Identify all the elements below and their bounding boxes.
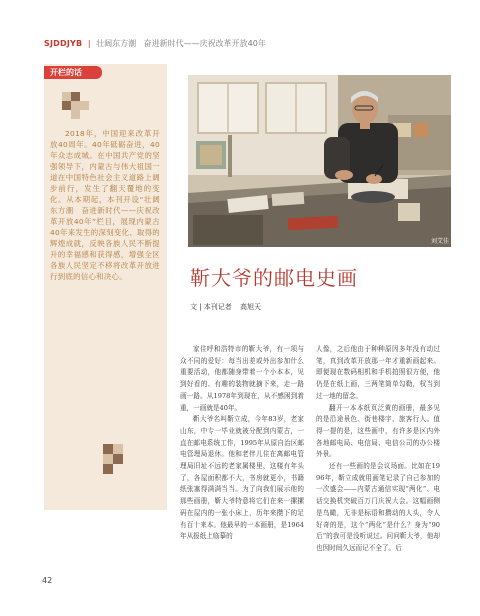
paragraph: 家住呼和浩特市的靳大爷，有一项与众不同的爱好：每当出差或外出参加什么重要活动，他都随身带着一个小本本，见到好看的、有趣的装物就摘下来，走一路画一路。从1978年到现在，从不感困到着重，一画就是40年。 [180,345,304,412]
running-header [44,38,266,49]
header-section: 壮阔东方潮 [96,39,137,48]
byline [190,302,267,312]
decor-square [113,444,123,454]
magazine-code: SJDDJYB [44,39,83,48]
photo-illustration [188,75,451,247]
decor-square [103,464,113,474]
decor-square [62,101,71,110]
column-intro-text: 2018年，中国迎来改革开放40周年。40年砥砺奋进，40年众志成城。在中国共产党的坚强领导下，内蒙古与伟大祖国一道在中国特色社会主义道路上阔步前行，发生了翻天覆地的变化。从本期起，本刊开设“壮阔东方潮 奋进新时代——庆祝改革开放40年”栏目，展现内蒙古40年来发生的深刻变化、取得的辉煌成就，反映各族人民不断提升的幸福感和获得感，增强全区各族人民坚定不移将改革开放进行到底的信心和决心。 [50,129,160,281]
page-number: 42 [42,576,53,585]
paragraph: 翻开一本本纸页泛黄的画册，最多见的是沿途景色、街巷楼宇、旅客行人。值得一提的是，这些画中，有许多是区内外各地邮电局、电信局、电信公司的办公楼外景。 [316,403,440,459]
article-column-1 [180,344,304,543]
header-topic: 奋进新时代——庆祝改革开放40年 [143,39,266,48]
paragraph: 靳大爷名叫靳立成，今年83岁，老家山东，中专一毕业就被分配到内蒙古，一直在邮电系统工作，1995年从原自治区邮电管理局退休。他和老伴儿住在离邮电管理局旧址不远的老家属楼里，这楼有年头了，各屋面积都不大，书房就更小，书籍纸张塞得满满当当。为了向我们展示他的那些画册，靳大爷特意将它们在来一摞摞码在屋内的一张小床上，历年来攒下的足有百十来本。他最早的一本画册，是1964年从报纸上临摹的 [180,415,304,541]
paragraph: 人像，之后他由于种种原因多年没有动过笔，真到改革开放那一年才重新画起来。即便现在数码相机和手机拍照很方便，他仍是在纸上画，三两笔简单勾勒，权当到过一地的留念。 [316,345,440,400]
article-title: 靳大爷的邮电史画 [190,266,358,290]
decor-square [80,101,89,110]
decor-square [103,454,113,464]
decor-square [103,444,113,454]
decor-square [71,92,80,101]
byline-prefix: 文 | 本刊记者 [190,303,232,311]
photo-credit: 刘艾佳 [430,238,449,245]
author-name: 高旭天 [240,303,262,311]
header-divider: | [87,39,91,48]
decor-square [62,92,71,101]
column-intro-tag: 开栏的话 [44,66,102,79]
paragraph: 还有一些画的是会议场面。比如在1996年，靳立成就用画笔记录了自己参加的一次盛会——内蒙古通信实现“两化”、电话交换机突破百万门庆祝大会。这幅画侧是鸟瞰，无非是标语和攒动的人头，令人好奇的是，这个“两化”是什么？身为“90后”的我可是没听说过。问问靳大爷，他却也因时间久远而记不全了。后 [316,462,440,552]
decor-square [71,110,80,119]
decor-square [71,101,80,110]
article-column-2 [316,344,440,555]
article-photo [188,75,451,247]
decor-square [113,454,123,464]
